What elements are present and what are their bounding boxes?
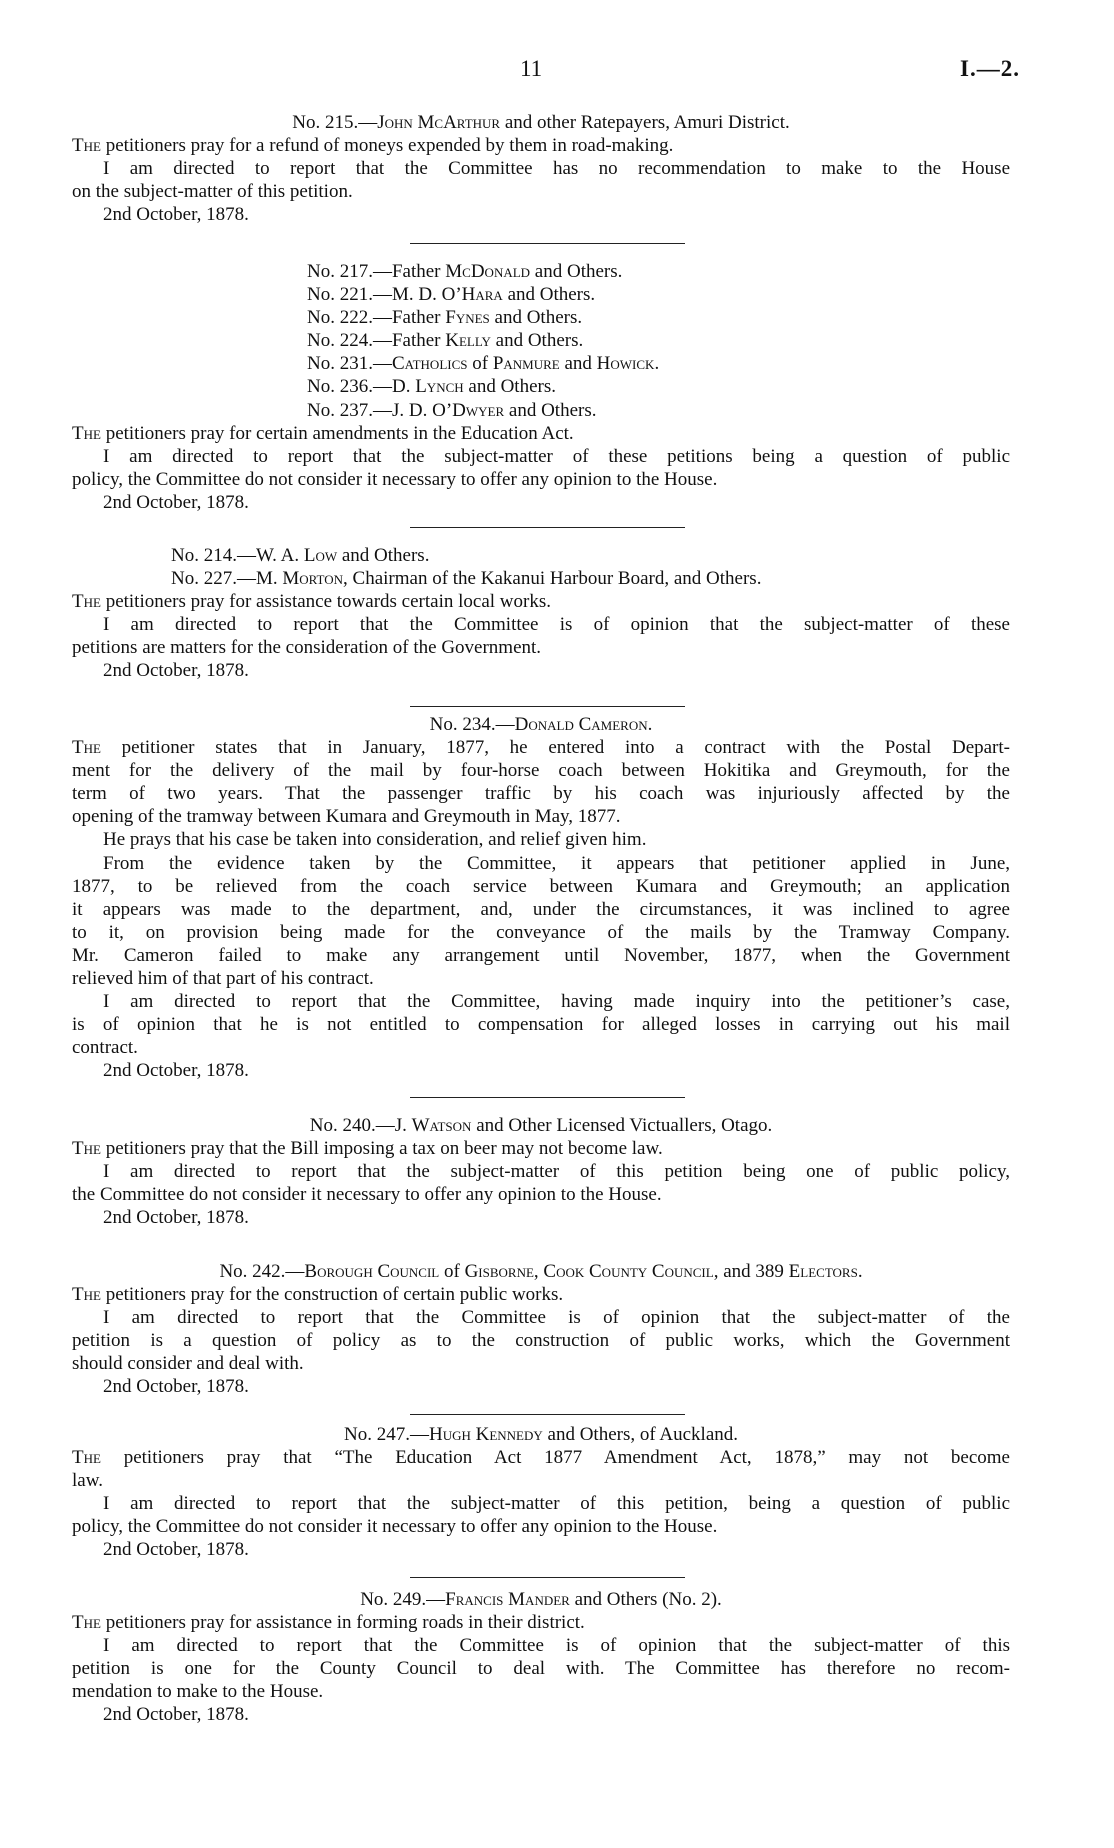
text-run: . (857, 1261, 863, 1282)
text-run: it appears was made to the department, and, under the circumstances, it was inclined to agree (72, 898, 1010, 920)
paragraph-line (72, 613, 1010, 636)
small-caps-text: McDonald (445, 261, 531, 282)
text-run: ment for the delivery of the mail by four-horse coach between Hokitika and Greymouth, for the (72, 760, 1010, 782)
report-date (72, 1375, 1010, 1398)
paragraph-line (72, 422, 1010, 445)
text-run: should consider and deal with. (72, 1353, 304, 1375)
paragraph-line (72, 782, 1010, 805)
paragraph-line (72, 590, 1010, 613)
text-run: No. 240.—J. (309, 1115, 412, 1136)
text-run: 2nd October, 1878. (103, 1376, 249, 1398)
paragraph-line (72, 805, 1010, 828)
text-run: 1877, to be relieved from the coach service between Kumara and Greymouth; an application (72, 875, 1010, 897)
paragraph-line (72, 736, 1010, 759)
text-run: policy, the Committee do not consider it necessary to offer any opinion to the House. (72, 1516, 718, 1538)
petition-heading (72, 1260, 1010, 1283)
section-divider (410, 527, 685, 528)
petition-215-section (72, 111, 1010, 226)
text-run: No. 236.—D. (307, 376, 416, 398)
small-caps-text: The (72, 1138, 101, 1160)
petition-list-item (72, 283, 1010, 306)
petition-list-item (72, 260, 1010, 283)
text-run: petitioners pray for assistance towards certain local works. (100, 591, 551, 613)
paragraph-line (72, 1137, 1010, 1160)
text-run: No. 222.—Father (307, 307, 446, 329)
text-run: 2nd October, 1878. (103, 1539, 249, 1561)
paragraph-line (72, 1469, 1010, 1492)
text-run: and Others. (463, 376, 556, 398)
report-date (72, 1206, 1010, 1229)
small-caps-text: Catholics (391, 353, 468, 375)
text-run: petitioner states that in January, 1877, he entered into a contract with the Postal Depart- (100, 737, 1010, 759)
small-caps-text: The (72, 1284, 101, 1306)
text-run: and Others. (504, 399, 597, 421)
small-caps-text: O’Dwyer (432, 399, 505, 421)
report-date (72, 491, 1010, 514)
text-run: and Other Licensed Victuallers, Otago. (471, 1115, 773, 1136)
paragraph-line (72, 898, 1010, 921)
petition-list-item (72, 399, 1010, 422)
text-run: From the evidence taken by the Committee, it appears that petitioner applied in June, (103, 852, 1010, 874)
page-number: 11 (520, 56, 543, 81)
text-run: petition is one for the County Council to deal with. The Committee has therefore no recom- (72, 1658, 1010, 1680)
small-caps-text: Borough Council (304, 1261, 440, 1282)
text-run: No. 234.— (429, 714, 515, 735)
text-run: No. 249.— (360, 1589, 446, 1610)
text-run: I am directed to report that the subject-matter of this petition being one of public policy, (103, 1161, 1010, 1183)
text-run: No. 231.— (307, 353, 392, 375)
text-run: I am directed to report that the Committee is of opinion that the subject-matter of the (103, 1307, 1010, 1329)
text-run: and Others (No. 2). (569, 1589, 722, 1610)
text-run: of (439, 1261, 465, 1282)
text-run: petitioners pray for a refund of moneys expended by them in road-making. (100, 135, 674, 157)
small-caps-text: John McArthur (377, 112, 501, 133)
petition-249-section (72, 1588, 1010, 1727)
section-divider (410, 1577, 685, 1578)
paragraph-line (72, 1611, 1010, 1634)
text-run: . (654, 353, 660, 375)
report-date (72, 1538, 1010, 1561)
small-caps-text: Hugh Kennedy (428, 1424, 543, 1445)
small-caps-text: The (72, 591, 101, 613)
text-run: and Others. (337, 545, 430, 566)
section-divider (410, 1414, 685, 1415)
text-run: law. (72, 1470, 103, 1492)
text-run: the Committee do not consider it necessary to offer any opinion to the House. (72, 1184, 662, 1206)
text-run: No. 217.—Father (307, 261, 446, 282)
paragraph-line (72, 1283, 1010, 1306)
paragraph-line (72, 636, 1010, 659)
text-run: policy, the Committee do not consider it necessary to offer any opinion to the House. (72, 468, 718, 490)
text-run: and Others. (490, 330, 584, 352)
petition-list-item (72, 352, 1010, 375)
paragraph-line (72, 468, 1010, 491)
text-run: petitioners pray for the construction of certain public works. (100, 1284, 564, 1306)
text-run: petition is a question of policy as to the construction of public works, which the Government (72, 1330, 1010, 1352)
paragraph-line (72, 1036, 1010, 1059)
text-run: No. 242.— (219, 1261, 305, 1282)
section-divider (410, 706, 685, 707)
petition-240-section (72, 1114, 1010, 1229)
small-caps-text: Lynch (415, 376, 464, 398)
text-run: I am directed to report that the Committee has no recommendation to make to the House (103, 158, 1010, 180)
paragraph-line (72, 1013, 1010, 1036)
paragraph-line (72, 180, 1010, 203)
petition-list-item (72, 544, 1010, 567)
text-run: petitioners pray that “The Education Act 1877 Amendment Act, 1878,” may not become (100, 1447, 1010, 1469)
paragraph-line (72, 1306, 1010, 1329)
text-run: is of opinion that he is not entitled to compensation for alleged losses in carrying out his mail (72, 1014, 1010, 1036)
text-run: and (559, 353, 597, 375)
text-run: petitioners pray for assistance in forming roads in their district. (100, 1612, 585, 1634)
report-date (72, 1059, 1010, 1082)
report-date (72, 203, 1010, 226)
text-run: 2nd October, 1878. (103, 1060, 249, 1082)
text-run: term of two years. That the passenger traffic by his coach was injuriously affected by the (72, 783, 1010, 805)
petition-list-item (72, 306, 1010, 329)
petition-242-section (72, 1260, 1010, 1399)
text-run: and other Ratepayers, Amuri District. (500, 112, 790, 133)
small-caps-text: Watson (411, 1115, 472, 1136)
petition-heading (72, 1588, 1010, 1611)
small-caps-text: Donald Cameron (514, 714, 648, 735)
text-run: 2nd October, 1878. (103, 1704, 249, 1726)
text-run: opening of the tramway between Kumara and Greymouth in May, 1877. (72, 806, 621, 828)
paragraph-line (72, 1329, 1010, 1352)
paragraph-line (72, 828, 1010, 851)
text-run: No. 221.—M. D. (307, 284, 442, 306)
text-run: and Others. (502, 284, 596, 306)
small-caps-text: The (72, 135, 101, 157)
report-date (72, 1703, 1010, 1726)
petition-heading (72, 713, 1010, 736)
paragraph-line (72, 990, 1010, 1013)
text-run: relieved him of that part of his contract. (72, 968, 374, 990)
paragraph-line (72, 875, 1010, 898)
paragraph-line (72, 134, 1010, 157)
text-run: I am directed to report that the Committee, having made inquiry into the petitioner’s case, (103, 991, 1010, 1013)
text-run: No. 214.—W. A. (171, 545, 304, 566)
small-caps-text: Low (303, 545, 338, 566)
petition-heading (72, 1114, 1010, 1137)
small-caps-text: Morton (282, 568, 344, 590)
text-run: , and 389 (713, 1261, 789, 1282)
paragraph-line (72, 921, 1010, 944)
text-run: to it, on provision being made for the conveyance of the mails by the Tramway Company. (72, 921, 1010, 943)
section-divider (410, 243, 685, 244)
paragraph-line (72, 1634, 1010, 1657)
paragraph-line (72, 1160, 1010, 1183)
text-run: I am directed to report that the subject-matter of this petition, being a question of public (103, 1493, 1010, 1515)
text-run: , (533, 1261, 544, 1282)
small-caps-text: The (72, 422, 101, 444)
text-run: No. 215.— (292, 112, 378, 133)
petition-247-section (72, 1423, 1010, 1562)
paragraph-line (72, 1183, 1010, 1206)
petition-heading (72, 1423, 1010, 1446)
text-run: No. 227.—M. (171, 568, 283, 590)
small-caps-text: O’Hara (441, 284, 503, 306)
text-run: contract. (72, 1037, 138, 1059)
text-run: . (647, 714, 653, 735)
paragraph-line (72, 1352, 1010, 1375)
paragraph-line (72, 1515, 1010, 1538)
text-run: petitions are matters for the consideration of the Government. (72, 637, 542, 659)
text-run: 2nd October, 1878. (103, 1207, 249, 1229)
paragraph-line (72, 967, 1010, 990)
small-caps-text: The (72, 1612, 101, 1634)
petition-list-item (72, 329, 1010, 352)
paragraph-line (72, 157, 1010, 180)
petition-234-section (72, 713, 1010, 1083)
text-run: 2nd October, 1878. (103, 491, 249, 513)
text-run: Mr. Cameron failed to make any arrangement until November, 1877, when the Government (72, 944, 1010, 966)
petition-list-item (72, 375, 1010, 398)
small-caps-text: Panmure (492, 353, 560, 375)
education-petitions-section (72, 260, 1010, 514)
local-works-petitions-section (72, 544, 1010, 683)
text-run: and Others. (489, 307, 583, 329)
paragraph-line (72, 445, 1010, 468)
text-run: mendation to make to the House. (72, 1681, 324, 1703)
text-run: I am directed to report that the subject-matter of these petitions being a question of public (103, 445, 1010, 467)
text-run: of (467, 353, 493, 375)
paragraph-line (72, 1446, 1010, 1469)
small-caps-text: Howick (596, 353, 655, 375)
text-run: I am directed to report that the Committee is of opinion that the subject-matter of this (103, 1635, 1010, 1657)
small-caps-text: Gisborne (464, 1261, 534, 1282)
paragraph-line (72, 944, 1010, 967)
text-run: and Others. (530, 261, 623, 282)
section-divider (410, 1097, 685, 1098)
paragraph-line (72, 1680, 1010, 1703)
paragraph-line (72, 1492, 1010, 1515)
small-caps-text: Francis Mander (445, 1589, 570, 1610)
small-caps-text: The (72, 737, 101, 759)
text-run: He prays that his case be taken into consideration, and relief given him. (103, 829, 647, 851)
text-run: No. 247.— (343, 1424, 429, 1445)
small-caps-text: Kelly (445, 330, 491, 352)
text-run: 2nd October, 1878. (103, 660, 249, 682)
paragraph-line (72, 759, 1010, 782)
small-caps-text: Cook County Council (543, 1261, 714, 1282)
paragraph-line (72, 852, 1010, 875)
paragraph-line (72, 1657, 1010, 1680)
text-run: , Chairman of the Kakanui Harbour Board, and Others. (343, 568, 762, 590)
report-date (72, 659, 1010, 682)
petition-list-item (72, 567, 1010, 590)
text-run: petitioners pray for certain amendments in the Education Act. (100, 422, 574, 444)
petition-heading (72, 111, 1010, 134)
text-run: on the subject-matter of this petition. (72, 181, 353, 203)
text-run: I am directed to report that the Committee is of opinion that the subject-matter of these (103, 614, 1010, 636)
text-run: petitioners pray that the Bill imposing a tax on beer may not become law. (100, 1138, 663, 1160)
small-caps-text: Fynes (445, 307, 490, 329)
text-run: and Others, of Auckland. (542, 1424, 738, 1445)
text-run: 2nd October, 1878. (103, 204, 249, 226)
document-reference: I.—2. (960, 56, 1020, 81)
text-run: No. 237.—J. D. (307, 399, 433, 421)
small-caps-text: Electors (788, 1261, 858, 1282)
small-caps-text: The (72, 1447, 101, 1469)
text-run: No. 224.—Father (307, 330, 446, 352)
